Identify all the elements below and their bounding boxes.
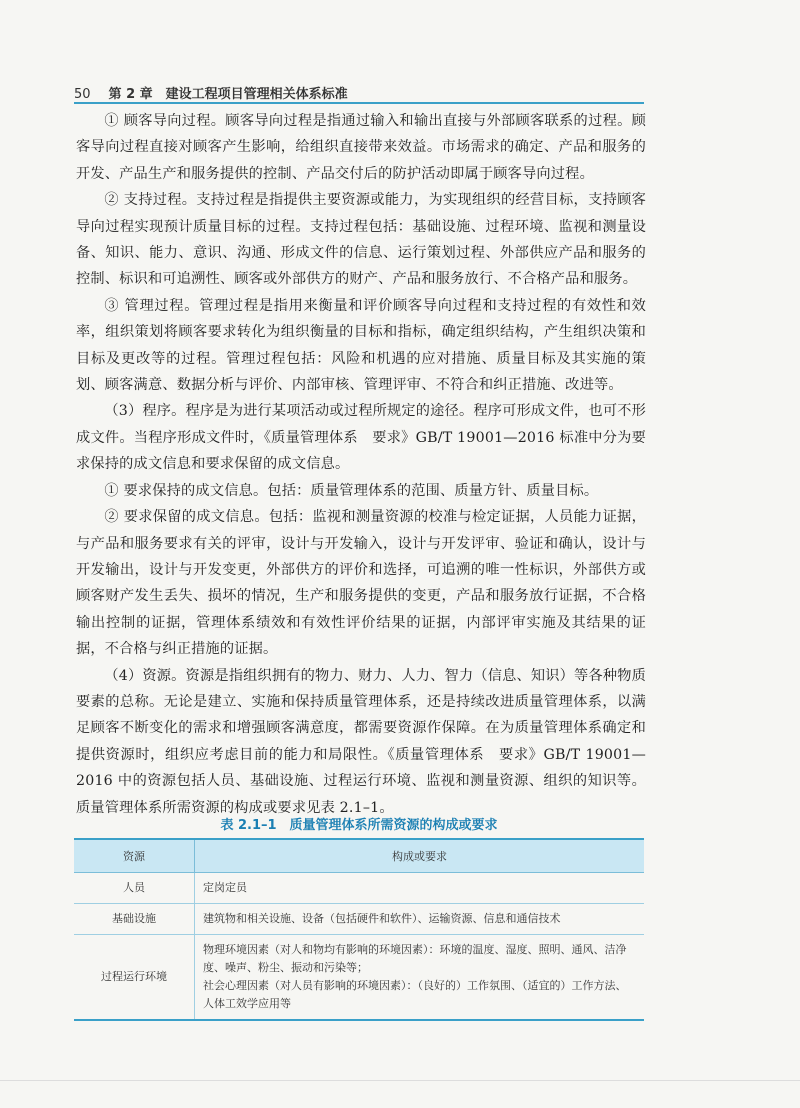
paragraph: （4）资源。资源是指组织拥有的物力、财力、人力、智力（信息、知识）等各种物质要素的总称。无论是建立、实施和保持质量管理体系，还是持续改进质量管理体系，以满足顾客不断变化的需求和增强顾客满意度，都需要资源作保障。在为质量管理体系确定和提供资源时，组织应考虑目前的能力和局限性。《质量管理体系 要求》GB/T 19001—2016 中的资源包括人员、基础设施、过程运行环境、监视和测量资源、组织的知识等。质量管理体系所需资源的构成或要求见表 2.1–1。 [76,667,646,816]
paragraph: ② 支持过程。支持过程是指提供主要资源或能力，为实现组织的经营目标，支持顾客导向过程实现预计质量目标的过程。支持过程包括：基础设施、过程环境、监视和测量设备、知识、能力、意识、沟通、形成文件的信息、运行策划过程、外部供应产品和服务的控制、标识和可追溯性、顾客或外部供方的财产、产品和服务放行、不合格产品和服务。 [76,192,646,288]
resource-table [74,838,644,1021]
table-row [74,873,644,904]
paragraph: ③ 管理过程。管理过程是指用来衡量和评价顾客导向过程和支持过程的有效性和效率，组织策划将顾客要求转化为组织衡量的目标和指标，确定组织结构，产生组织决策和目标及更改等的过程。管理过程包括：风险和机遇的应对措施、质量目标及其实施的策划、顾客满意、数据分析与评价、内部审核、管理评审、不符合和纠正措施、改进等。 [76,297,646,394]
table-header-cell: 构成或要求 [195,839,645,873]
running-header [74,78,644,102]
paragraph: ① 要求保持的成文信息。包括：质量管理体系的范围、质量方针、质量目标。 [104,482,599,499]
table-cell-resource: 过程运行环境 [74,935,195,1021]
table-cell-requirement: 建筑物和相关设施、设备（包括硬件和软件）、运输资源、信息和通信技术 [195,904,645,935]
paragraph: （3）程序。程序是为进行某项活动或过程所规定的途径。程序可形成文件，也可不形成文件。当程序形成文件时，《质量管理体系 要求》GB/T 19001—2016 标准中分为要求保持的成文信息和要求保留的成文信息。 [76,403,646,473]
table-row [74,935,644,1021]
footer-rule [0,1080,800,1081]
table-header-row [74,839,644,873]
table-cell-requirement: 物理环境因素（对人和物均有影响的环境因素）：环境的温度、湿度、照明、通风、洁净度、噪声、粉尘、振动和污染等； 社会心理因素（对人员有影响的环境因素）：（良好的）工作氛围、（适宜的）工作方法、人体工效学应用等 [195,935,645,1021]
paragraph: ② 要求保留的成文信息。包括：监视和测量资源的校准与检定证据，人员能力证据，与产品和服务要求有关的评审，设计与开发输入，设计与开发评审、验证和确认，设计与开发输出，设计与开发变更，外部供方的评价和选择，可追溯的唯一性标识，外部供方或顾客财产发生丢失、损坏的情况，生产和服务提供的变更，产品和服务放行证据，不合格输出控制的证据，管理体系绩效和有效性评价结果的证据，内部评审实施及其结果的证据，不合格与纠正措施的证据。 [76,509,646,658]
table-cell-requirement: 定岗定员 [195,873,645,904]
header-rule [74,102,644,104]
chapter-title: 第 2 章 建设工程项目管理相关体系标准 [108,87,348,102]
table-row [74,904,644,935]
table-cell-resource: 人员 [74,873,195,904]
table-title: 表 2.1–1 质量管理体系所需资源的构成或要求 [220,818,498,833]
body-text [76,108,646,821]
page-number: 50 [74,87,91,102]
paragraph: ① 顾客导向过程。顾客导向过程是指通过输入和输出直接与外部顾客联系的过程。顾客导向过程直接对顾客产生影响，给组织直接带来效益。市场需求的确定、产品和服务的开发、产品生产和服务提供的控制、产品交付后的防护活动即属于顾客导向过程。 [76,113,646,182]
table-header-cell: 资源 [74,839,195,873]
table-cell-resource: 基础设施 [74,904,195,935]
